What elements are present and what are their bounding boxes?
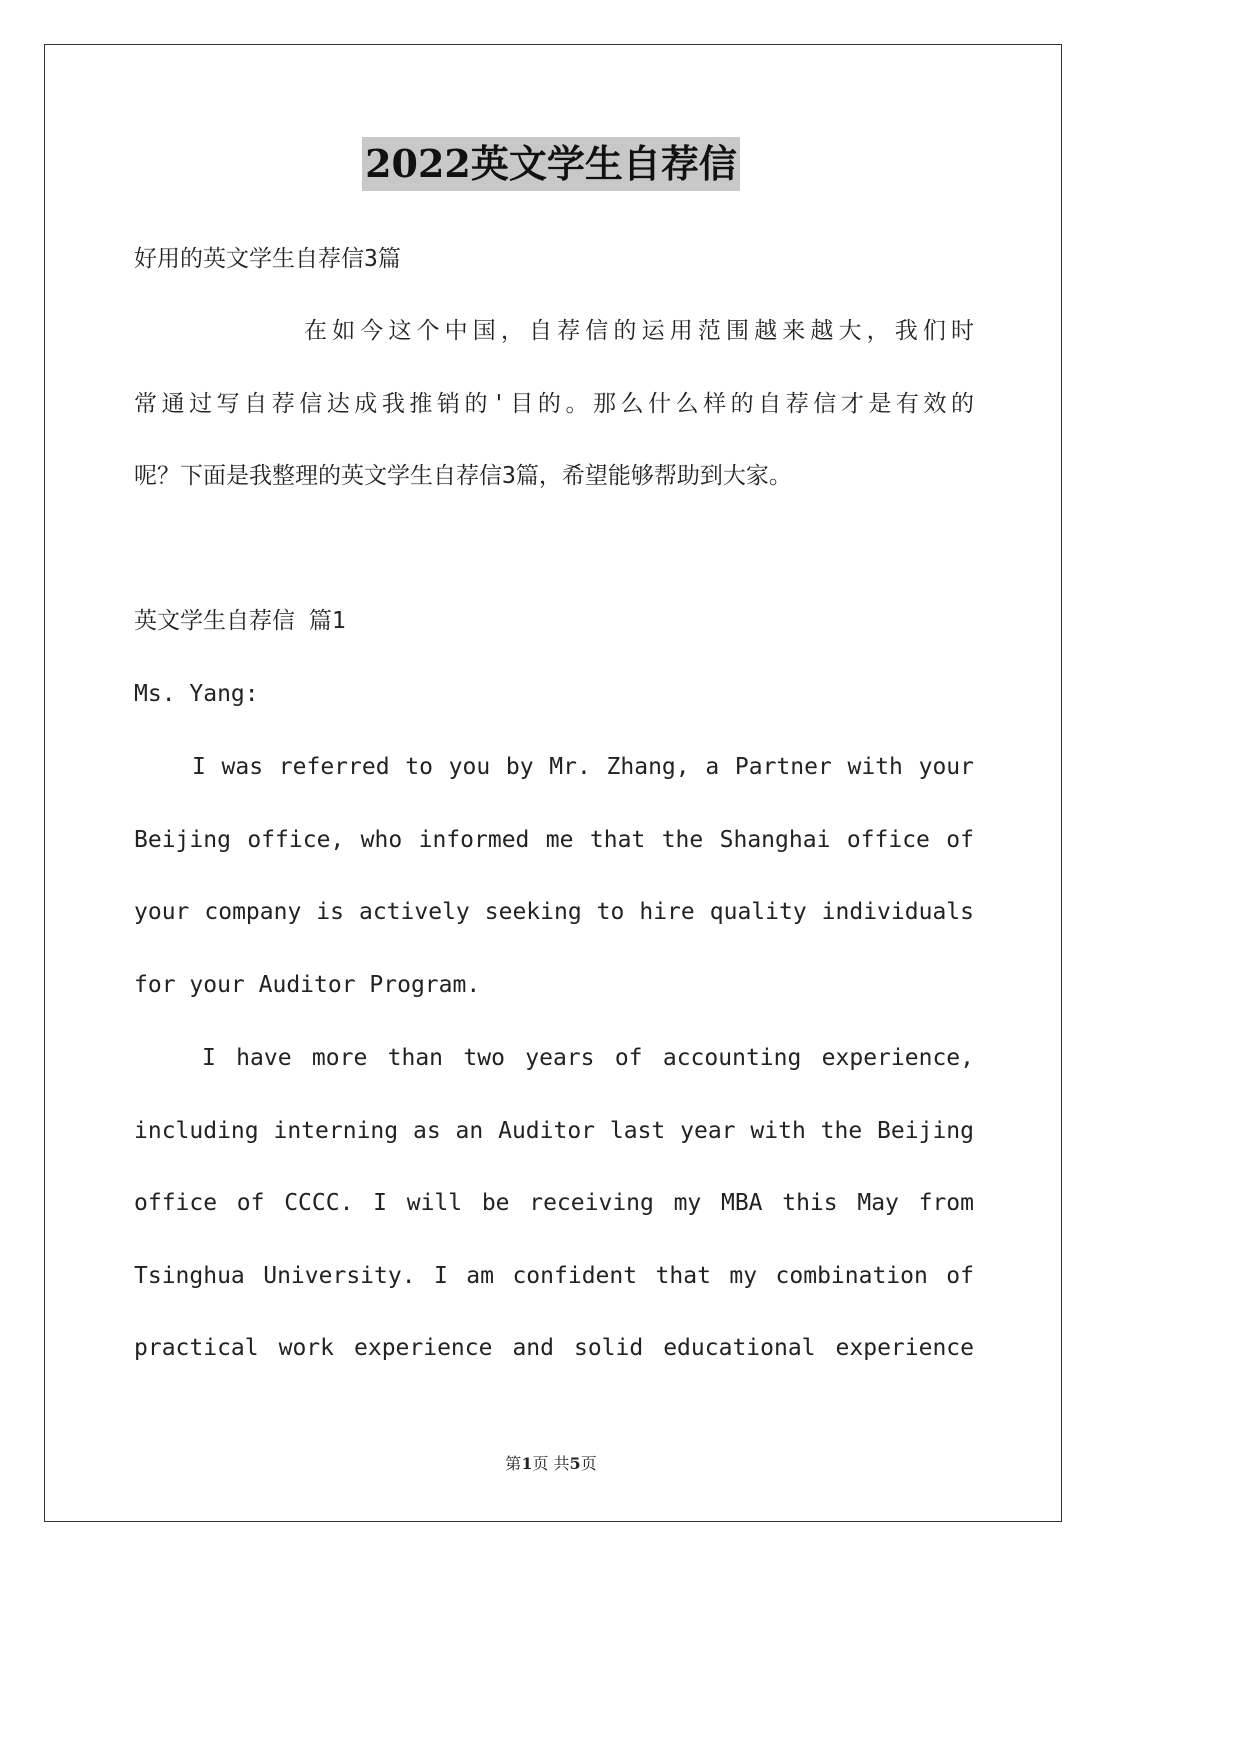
document-title: 2022英文学生自荐信	[362, 137, 740, 191]
footer-current-page: 1	[521, 1454, 533, 1473]
footer-suffix: 页	[580, 1454, 597, 1473]
intro-line-1: 在如今这个中国，自荐信的运用范围越来越大，我们时	[304, 318, 974, 344]
paragraph1-line-1: I was referred to you by Mr. Zhang, a Partner with your	[192, 754, 974, 780]
paragraph2-line-3: office of CCCC. I will be receiving my MBA this May from	[134, 1190, 974, 1216]
section-heading: 英文学生自荐信 篇1	[134, 608, 346, 634]
footer-mid: 页 共	[532, 1454, 570, 1473]
intro-line-3: 呢？下面是我整理的英文学生自荐信3篇，希望能够帮助到大家。	[134, 463, 792, 489]
title-container	[0, 137, 1102, 191]
paragraph1-line-2: Beijing office, who informed me that the Shanghai office of	[134, 827, 974, 853]
paragraph2-line-2: including interning as an Auditor last year with the Beijing	[134, 1118, 974, 1144]
footer-prefix: 第	[505, 1454, 522, 1473]
document-subtitle: 好用的英文学生自荐信3篇	[134, 246, 401, 272]
intro-line-2: 常通过写自荐信达成我推销的'目的。那么什么样的自荐信才是有效的	[134, 391, 974, 417]
paragraph2-line-4: Tsinghua University. I am confident that my combination of	[134, 1263, 974, 1289]
paragraph1-line-4: for your Auditor Program.	[134, 972, 481, 998]
paragraph2-line-5: practical work experience and solid educational experience	[134, 1335, 974, 1361]
paragraph1-line-3: your company is actively seeking to hire quality individuals	[134, 899, 974, 925]
footer-total-pages: 5	[569, 1454, 581, 1473]
letter-salutation: Ms. Yang:	[134, 681, 259, 707]
paragraph2-line-1: I have more than two years of accounting experience,	[202, 1045, 974, 1071]
page-footer	[0, 1452, 1102, 1476]
